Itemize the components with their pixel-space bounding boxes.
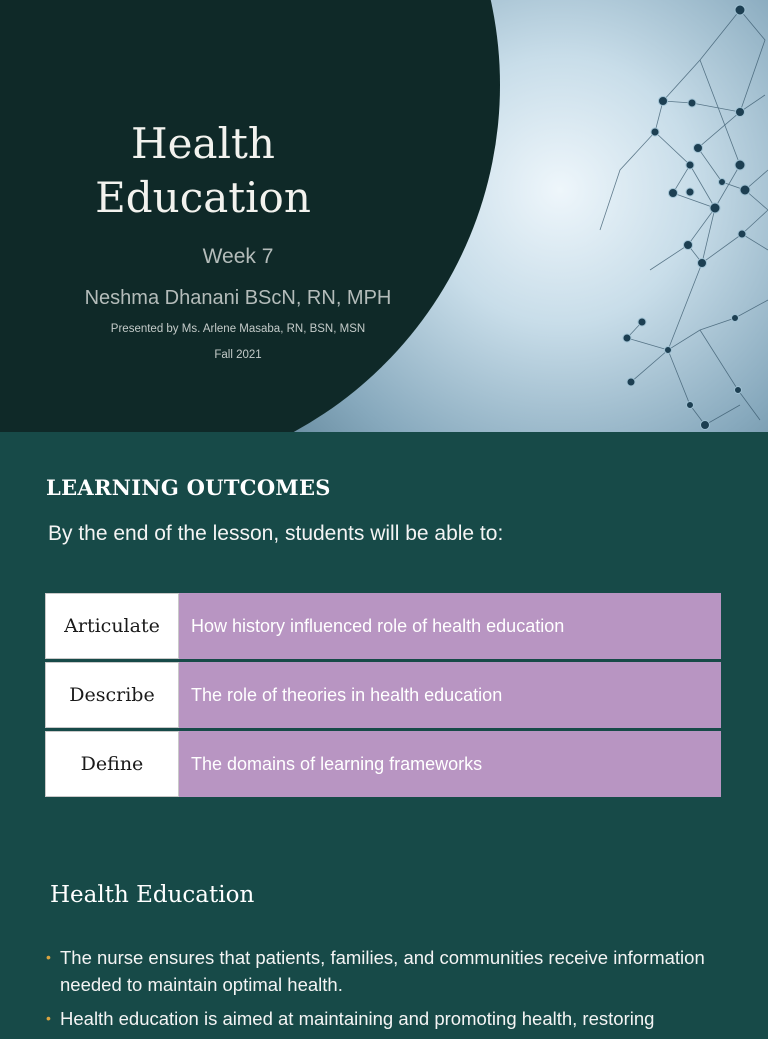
outcome-row (45, 593, 721, 659)
bullet-icon: • (46, 949, 51, 965)
outcome-verb: Describe (45, 662, 179, 728)
term-label: Fall 2021 (214, 349, 262, 361)
outcome-verb: Articulate (45, 593, 179, 659)
learning-outcomes-heading: LEARNING OUTCOMES (46, 475, 331, 500)
outcome-description: How history influenced role of health education (179, 593, 721, 659)
outcome-description: The role of theories in health education (179, 662, 721, 728)
outcome-verb: Define (45, 731, 179, 797)
presentation-title (20, 117, 386, 225)
week-label: Week 7 (202, 245, 274, 268)
outcome-description: The domains of learning frameworks (179, 731, 721, 797)
list-item (46, 944, 736, 998)
author-name: Neshma Dhanani BScN, RN, MPH (84, 287, 392, 309)
bullet-text: Health education is aimed at maintaining and promoting health, restoring (60, 1008, 655, 1029)
outcome-row (45, 662, 721, 728)
title-line-1: Health (131, 119, 275, 168)
title-slide (0, 0, 768, 432)
bullet-icon: • (46, 1010, 51, 1026)
presenter-credit: Presented by Ms. Arlene Masaba, RN, BSN, MSN (110, 323, 366, 335)
list-item (46, 1005, 736, 1032)
outcomes-table (45, 593, 721, 800)
outcome-row (45, 731, 721, 797)
title-line-2: Education (95, 173, 311, 222)
bullet-list (46, 944, 736, 1039)
learning-outcomes-intro: By the end of the lesson, students will be able to: (48, 522, 504, 545)
health-education-heading: Health Education (50, 882, 255, 908)
bullet-text: The nurse ensures that patients, families, and communities receive information needed to maintain optimal health. (60, 947, 705, 995)
